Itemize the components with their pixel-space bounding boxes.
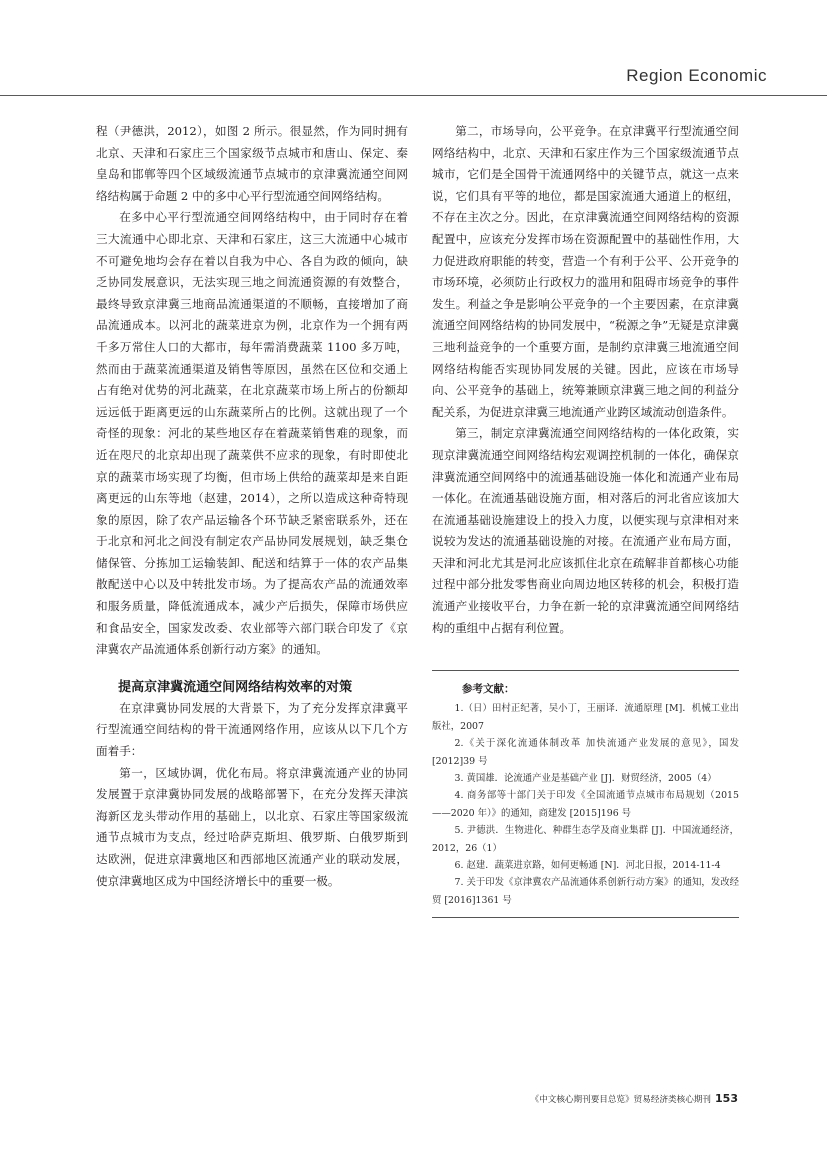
paragraph: 第三，制定京津冀流通空间网络结构的一体化政策，实现京津冀流通空间网络结构宏观调控机制的一体化，确保京津冀流通空间网络中的流通基础设施一体化和流通产业布局一体化。在流通基础设施方面，相对落后的河北省应该加大在流通基础设施建设上的投入力度，以便实现与京津相对来说较为发达的流通基础设施的对接。在流通产业布局方面，天津和河北尤其是河北应该抓住北京在疏解非首都核心功能过程中部分批发零售商业向周边地区转移的机会，积极打造流通产业接收平台，力争在新一轮的京津冀流通空间网络结构的重组中占据有利位置。: [432, 426, 739, 635]
section-heading: 提高京津冀流通空间网络结构效率的对策: [118, 679, 353, 695]
page-number: 153: [715, 1092, 738, 1105]
paragraph: 程（尹德洪，2012），如图 2 所示。很显然，作为同时拥有北京、天津和石家庄三个国家级节点城市和唐山、保定、秦皇岛和邯郸等四个区域级流通节点城市的京津冀流通空间网络结构属于命题 2 中的多中心平行型流通空间网络结构。: [96, 124, 408, 203]
paragraph: 在京津冀协同发展的大背景下，为了充分发挥京津冀平行型流通空间结构的骨干流通网络作用，应该从以下几个方面着手：: [96, 700, 408, 759]
paragraph: 在多中心平行型流通空间网络结构中，由于同时存在着三大流通中心即北京、天津和石家庄，这三大流通中心城市不可避免地均会存在着以自我为中心、各自为政的倾向，缺乏协同发展意识，无法实现三地之间流通资源的有效整合，最终导致京津冀三地商品流通渠道的不顺畅，直接增加了商品流通成本。以河北的蔬菜进京为例，北京作为一个拥有两千多万常住人口的大都市，每年需消费蔬菜 1100 多万吨，然而由于蔬菜流通渠道及销售等原因，虽然在区位和交通上占有绝对优势的河北蔬菜，在北京蔬菜市场上所占的份额却远远低于距离更远的山东蔬菜所占的比例。这就出现了一个奇怪的现象：河北的某些地区存在着蔬菜销售难的现象，而近在咫尺的北京却出现了蔬菜供不应求的现象，有时即使北京的蔬菜市场实现了均衡，但市场上供给的蔬菜却是来自距离更远的山东等地（赵建，2014），之所以造成这种奇特现象的原因，除了农产品运输各个环节缺乏紧密联系外，还在于北京和河北之间没有制定农产品协同发展规划，缺乏集仓储保管、分拣加工运输装卸、配送和结算于一体的农产品集散配送中心以及中转批发市场。为了提高农产品的流通效率和服务质量，降低流通成本，减少产后损失，保障市场供应和食品安全，国家发改委、农业部等六部门联合印发了《京津冀农产品流通体系创新行动方案》的通知。: [96, 210, 408, 657]
reference-item: 2.《关于深化流通体制改革 加快流通产业发展的意见》，国发 [2012]39 号: [432, 738, 739, 767]
references-title: 参考文献：: [462, 683, 515, 695]
left-column: [96, 121, 408, 892]
reference-item: 1.（日）田村正纪著，吴小丁，王丽译．流通原理 [M]．机械工业出版社，2007: [432, 703, 739, 732]
references-box: [432, 670, 739, 918]
reference-item: 3. 黄国雄．论流通产业是基础产业 [J]．财贸经济，2005（4）: [454, 773, 717, 785]
reference-item: 5. 尹德洪．生物进化、种群生态学及商业集群 [J]．中国流通经济，2012，26（1）: [432, 825, 739, 854]
page-footer: [531, 1092, 738, 1105]
paragraph: 第二，市场导向，公平竞争。在京津冀平行型流通空间网络结构中，北京、天津和石家庄作为三个国家级流通节点城市，它们是全国骨干流通网络中的关键节点，就这一点来说，它们具有平等的地位，都是国家流通大通道上的枢纽，不存在主次之分。因此，在京津冀流通空间网络结构的资源配置中，应该充分发挥市场在资源配置中的基础性作用，大力促进政府职能的转变，营造一个有利于公平、公开竞争的市场环境，必须防止行政权力的滥用和阻碍市场竞争的事件发生。利益之争是影响公平竞争的一个主要因素，在京津冀流通空间网络结构的协同发展中，“税源之争”无疑是京津冀三地利益竞争的一个重要方面，是制约京津冀三地流通空间网络结构能否实现协同发展的关键。因此，应该在市场导向、公平竞争的基础上，统筹兼顾京津冀三地之间的利益分配关系，为促进京津冀三地流通产业跨区域流动创造条件。: [432, 124, 739, 419]
reference-item: 7. 关于印发《京津冀农产品流通体系创新行动方案》的通知，发改经贸 [2016]1361 号: [432, 877, 739, 906]
running-header-title: Region Economic: [626, 66, 767, 85]
reference-item: 4. 商务部等十部门关于印发《全国流通节点城市布局规划（2015——2020 年）》的通知，商建发 [2015]196 号: [432, 790, 739, 819]
header-rule: [0, 95, 827, 96]
paragraph: 第一，区域协调，优化布局。将京津冀流通产业的协同发展置于京津冀协同发展的战略部署下，在充分发挥天津滨海新区龙头带动作用的基础上，以北京、石家庄等国家级流通节点城市为支点，经过哈萨克斯坦、俄罗斯、白俄罗斯到达欧洲，促进京津冀地区和西部地区流通产业的联动发展，使京津冀地区成为中国经济增长中的重要一极。: [96, 765, 408, 888]
reference-item: 6. 赵建．蔬菜进京路，如何更畅通 [N]．河北日报，2014-11-4: [454, 860, 721, 872]
right-column: [432, 121, 739, 639]
footer-journal-text: 《中文核心期刊要目总览》贸易经济类核心期刊: [530, 1095, 712, 1105]
